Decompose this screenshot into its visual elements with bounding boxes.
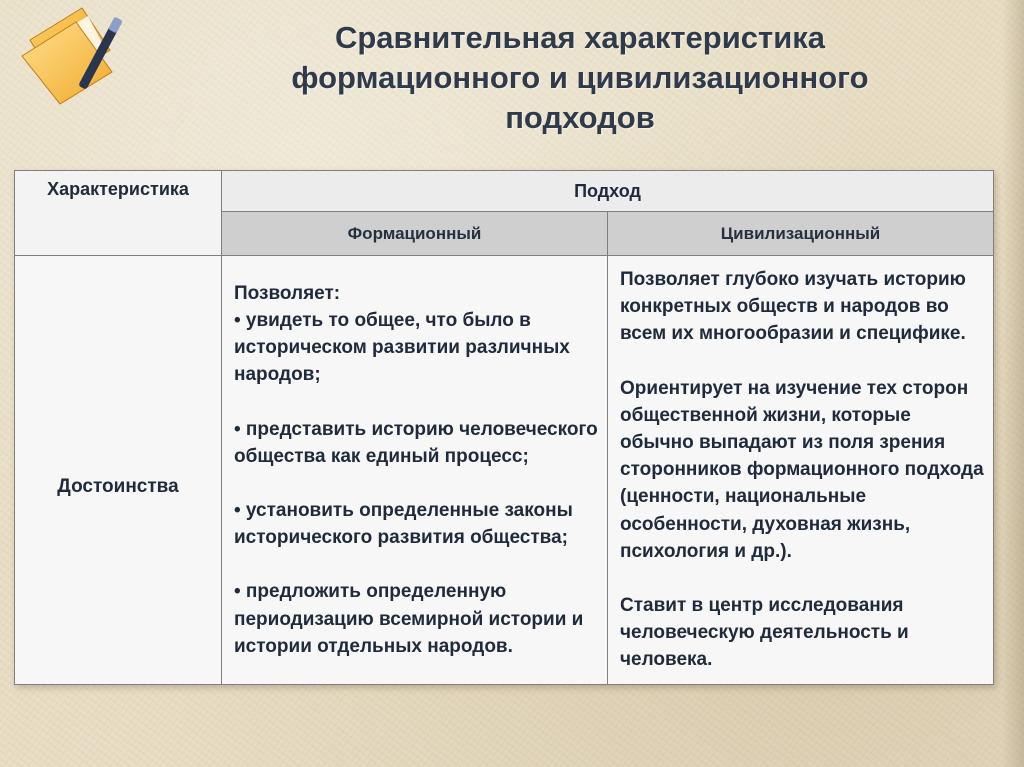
formational-intro: Позволяет: xyxy=(234,282,341,304)
page-title xyxy=(170,18,990,138)
list-item: • установить определенные законы исторического развития общества; xyxy=(234,499,573,549)
cell-formational-advantages xyxy=(222,256,608,685)
paragraph: Ориентирует на изучение тех сторон общественной жизни, которые обычно выпадают из поля зрения сторонников формационного подхода (ценности, национальные особенности, духовная жизнь, психология и др.). xyxy=(620,377,984,562)
header-formational: Формационный xyxy=(222,212,608,256)
title-line-2: формационного и цивилизационного xyxy=(291,60,869,95)
cell-civilizational-advantages xyxy=(608,256,994,685)
title-line-3: подходов xyxy=(505,100,655,135)
frame-shadow xyxy=(1002,0,1024,767)
table-row-advantages xyxy=(15,256,994,685)
list-item: • увидеть то общее, что было в историческом развитии различных народов; xyxy=(234,309,570,386)
list-item: • предложить определенную периодизацию всемирной истории и истории отдельных народов. xyxy=(234,581,584,657)
comparison-table xyxy=(14,170,994,685)
title-line-1: Сравнительная характеристика xyxy=(334,20,826,55)
header-civilizational: Цивилизационный xyxy=(608,212,994,256)
header-characteristic: Характеристика xyxy=(15,171,222,256)
paragraph: Позволяет глубоко изучать историю конкретных обществ и народов во всем их многообразии и специфике. xyxy=(620,269,966,345)
folder-with-pen-icon xyxy=(12,0,142,110)
list-item: • представить историю человеческого общества как единый процесс; xyxy=(234,418,598,467)
header-approach: Подход xyxy=(222,171,994,212)
paragraph: Ставит в центр исследования человеческую деятельность и человека. xyxy=(620,595,909,671)
row-label-advantages: Достоинства xyxy=(15,256,222,685)
